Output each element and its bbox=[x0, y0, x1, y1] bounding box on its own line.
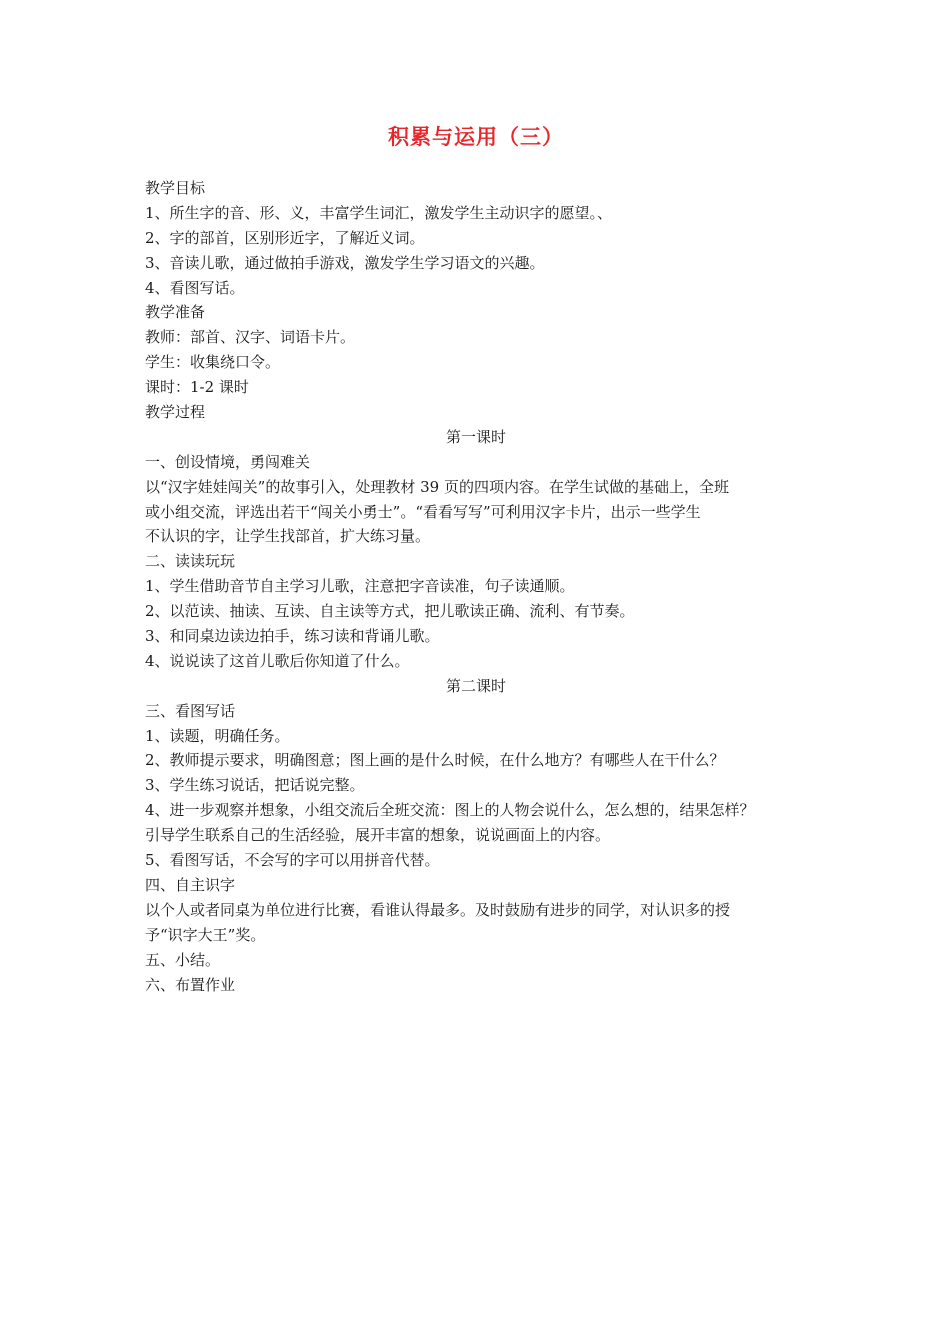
text-line: 或小组交流，评选出若干“闯关小勇士”。“看看写写”可利用汉字卡片，出示一些学生 bbox=[145, 502, 701, 521]
section-heading: 第一课时 bbox=[445, 427, 506, 446]
text-line: 以“汉字娃娃闯关”的故事引入，处理教材 39 页的四项内容。在学生试做的基础上，全班 bbox=[145, 477, 729, 496]
text-line: 五、小结。 bbox=[145, 950, 221, 969]
text-line: 2、字的部首，区别形近字，了解近义词。 bbox=[145, 228, 425, 247]
text-line: 教学过程 bbox=[145, 403, 206, 422]
text-line: 三、看图写话 bbox=[145, 701, 236, 720]
text-line: 教学目标 bbox=[145, 179, 206, 197]
text-line: 教学准备 bbox=[145, 303, 206, 322]
document-title: 积累与运用（三） bbox=[388, 124, 564, 149]
text-line: 4、说说读了这首儿歌后你知道了什么。 bbox=[145, 651, 410, 670]
text-line: 4、进一步观察并想象，小组交流后全班交流：图上的人物会说什么，怎么想的，结果怎样？ bbox=[145, 801, 755, 820]
text-line: 一、创设情境，勇闯难关 bbox=[145, 452, 311, 471]
text-line: 二、读读玩玩 bbox=[145, 552, 236, 571]
text-line: 1、所生字的音、形、义，丰富学生词汇，激发学生主动识字的愿望。、 bbox=[145, 203, 613, 222]
text-line: 予“识字大王”奖。 bbox=[145, 925, 266, 944]
text-line: 引导学生联系自己的生活经验，展开丰富的想象，说说画面上的内容。 bbox=[145, 826, 611, 845]
text-line: 1、学生借助音节自主学习儿歌，注意把字音读准，句子读通顺。 bbox=[145, 577, 575, 596]
text-line: 2、教师提示要求，明确图意；图上画的是什么时候，在什么地方？有哪些人在干什么？ bbox=[145, 751, 725, 770]
text-line: 不认识的字，让学生找部首，扩大练习量。 bbox=[145, 527, 431, 546]
text-line: 3、学生练习说话，把话说完整。 bbox=[145, 776, 365, 795]
text-line: 3、和同桌边读边拍手，练习读和背诵儿歌。 bbox=[145, 627, 440, 646]
text-line: 2、以范读、抽读、互读、自主读等方式，把儿歌读正确、流利、有节奏。 bbox=[145, 602, 635, 621]
text-line: 以个人或者同桌为单位进行比赛，看谁认得最多。及时鼓励有进步的同学，对认识多的授 bbox=[145, 900, 731, 919]
text-line: 5、看图写话，不会写的字可以用拼音代替。 bbox=[145, 851, 440, 870]
text-line: 六、布置作业 bbox=[145, 975, 236, 994]
text-line: 学生：收集绕口令。 bbox=[145, 353, 281, 372]
text-line: 1、读题，明确任务。 bbox=[145, 726, 290, 745]
text-line: 教师：部首、汉字、词语卡片。 bbox=[145, 328, 356, 347]
section-heading: 第二课时 bbox=[445, 676, 506, 695]
text-line: 4、看图写话。 bbox=[145, 278, 245, 297]
text-line: 四、自主识字 bbox=[145, 875, 236, 894]
document-body bbox=[145, 176, 807, 997]
text-line: 3、音读儿歌，通过做拍手游戏，激发学生学习语文的兴趣。 bbox=[145, 253, 545, 272]
text-line: 课时：1-2 课时 bbox=[145, 378, 249, 397]
